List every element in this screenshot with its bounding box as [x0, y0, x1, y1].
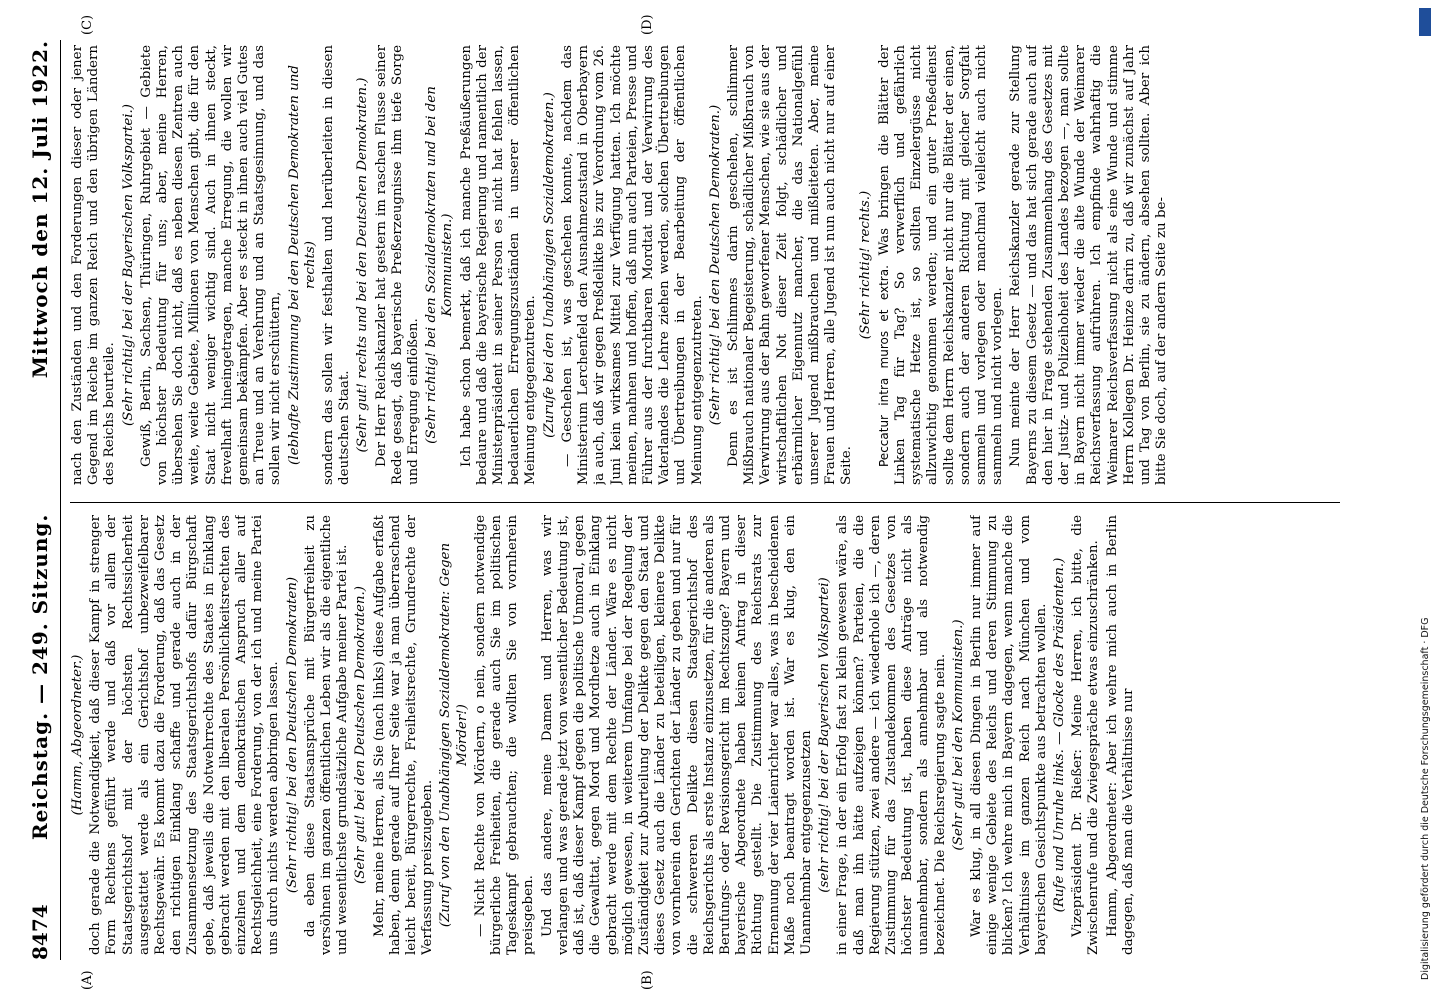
paragraph-text: Und das andere, meine Damen und Herren, was wir verlangen und was gerade jetzt von wesentlicher Bedeutung ist, daß ist, daß dieser Kampf gegen die politische Unmoral, gegen die Gewalttat, gegen Mord und Mordhetze auch in Einklang gebracht werde mit dem Rechte der Länder. Wäre es nicht möglich gewesen, in weiterem Umfange bei der Regelung der Zuständigkeit zur Aburteilung der Delikte gegen den Staat und dieses Gesetz auch die Länder zu beteiligen, kleinere Delikte von vornherein den Gerichten der Länder zu geben und nur für die schwereren Delikte diesen Staatsgerichtshof des Reichsgerichts als erste Instanz einzusetzen, für die anderen als Berufungs- oder Revisionsgericht im Rechtszuge? Bayern und bayerische Abgeordnete haben keinen Antrag in dieser Richtung gestellt. Die Zustimmung des Reichsrats zur Ernennung der vier Laienrichter war alles, was in bescheidenen Maße noch beantragt worden ist. War es klug, den ein Unannehmbar entgegenzusetzen — [539, 515, 814, 955]
paragraph-text: — Geschehen ist, was geschehen konnte, nachdem das Ministerium Lerchenfeld den Ausnahmezustand in Oberbayern ja auch, daß wir gegen Preßdelikte bis zur Verordnung vom 26. Juni kein wirksames Mittel zur Verfügung hatten. Ich möchte meinen, mahnen und hoffen, daß nun auch Parteien, Presse und Führer aus der furchtbaren Mordtat und der Verwirrung des Vaterlandes die Lehre ziehen werden, solchen Übertreibungen und Übertreibungen in der Bearbeitung der öffentlichen Meinung entgegenzutreten. — [559, 45, 705, 485]
paragraph-text: Der Herr Reichskanzler hat gestern im raschen Flusse seiner Rede gesagt, daß bayerische Preßerzeugnisse ihm tiefe Sorge und Erregung einflößen. — [373, 45, 422, 485]
interjection-note — [951, 515, 967, 955]
paragraph-text: (Zurufe bei den Unabhängigen Sozialdemokraten.) — [541, 92, 557, 438]
credit-text: Digitalisierung gefördert durch die Deutsche Forschungsgemeinschaft · DFG — [1420, 617, 1431, 980]
latin-quote: Peccatur intra muros et extra. — [876, 265, 891, 467]
paragraph-text: Hamm, Abgeordneter: Aber ich wehre mich auch in Berlin dagegen, daß man die Verhältnisse nur — [1104, 515, 1136, 955]
paragraph-text: — Nicht Rechte von Mördern, o nein, sondern notwendige bürgerliche Freiheiten, die gerade auch Sie im politischen Tageskampf gebrauchten; die wollten Sie von vornherein preisgeben. — [472, 515, 537, 955]
speech-paragraph — [726, 45, 856, 485]
paragraph-text: Denn es ist Schlimmes darin geschehen, schlimmer Mißbrauch nationaler Begeisterung, schädlicher Mißbrauch von Verwirrung aus der Bahn geworfener Menschen, wie sie aus der wirtschaftlichen Not dieser Zeit folgt, schädlicher und erbärmlicher Eigennutz mancher, die das Nationalgefühl unserer Jugend mißbrauchen und mißleiteten. Aber, meine Frauen und Herren, alle Jugend ist nun auch nicht nur auf einer Seite. — [725, 45, 855, 485]
paragraph-text: Ich habe schon bemerkt, daß ich manche Preßäußerungen bedaure und daß die bayerische Regierung und namentlich der Ministerpräsident in seiner Person es nicht hat fehlen lassen, bedauerlichen Erregungszuständen in unserer öffentlichen Meinung entgegenzutreten. — [458, 45, 539, 485]
paragraph-text: Mehr, meine Herren, als Sie (nach links) diese Aufgabe erfaßt haben, denn gerade auf Ihrer Seite war ja man überraschend leicht bereit, Bürgerrechte, Freiheitsrechte, Grundrechte der Verfassung preiszugeben. — [371, 515, 436, 955]
speech-paragraph — [1008, 45, 1170, 485]
speech-paragraph — [540, 515, 815, 955]
margin-marker-d: (D) — [640, 14, 655, 35]
speech-paragraph — [1105, 515, 1137, 955]
page-header — [28, 40, 58, 960]
paragraph-text: (Sehr gut! bei den Deutschen Demokraten.) — [353, 585, 369, 885]
right-text-column — [70, 45, 1350, 485]
interjection-note — [424, 45, 456, 485]
column-divider — [70, 502, 1340, 503]
interjection-note — [355, 45, 371, 485]
speech-paragraph — [835, 515, 948, 955]
speech-paragraph — [969, 515, 1050, 955]
paragraph-text: (Sehr gut! bei den Kommunisten.) — [950, 619, 966, 851]
paragraph-text: (Sehr richtig! bei den Deutschen Demokraten.) — [707, 104, 723, 426]
page-number: 8474 — [28, 904, 52, 960]
speech-paragraph — [70, 45, 119, 485]
speech-paragraph — [88, 515, 282, 955]
paragraph-text: (Sehr richtig! bei der Bayerischen Volkspartei.) — [120, 103, 136, 427]
speech-paragraph — [139, 45, 285, 485]
paragraph-text: (Sehr gut! rechts und bei den Deutschen Demokraten.) — [355, 77, 371, 453]
interjection-note — [817, 515, 833, 955]
interjection-note — [858, 45, 874, 485]
paragraph-text: Vizepräsident Dr. Rießer: Meine Herren, ich bitte, die Zwischenrufe und die Zwiegespräche etwas einzuschränken. — [1070, 515, 1102, 955]
margin-marker-a: (A) — [80, 970, 95, 990]
header-title-date: Mittwoch den 12. Juli 1922. — [28, 40, 52, 379]
paragraph-text: War es klug, in all diesen Dingen in Berlin nur immer auf einige wenige Gebiete des Reichs und deren Stimmung zu blicken? Ich wehre mich in Bayern dagegen, wenn manche die Verhältnisse im ganzen Reich nach München und vom bayerischen Gesichtspunkte aus betrachten wollen. — [968, 515, 1049, 955]
interjection-note — [1052, 515, 1068, 955]
interjection-note — [438, 515, 470, 955]
speech-paragraph — [560, 45, 706, 485]
speech-paragraph — [374, 45, 423, 485]
paragraph-text: sondern das sollen wir festhalten und herüberleiten in diesen deutschen Staat. — [321, 45, 353, 485]
speech-paragraph — [303, 515, 352, 955]
left-text-column — [70, 515, 1350, 955]
header-title-session: Reichstag. — 249. Sitzung. — [28, 513, 52, 840]
paragraph-text: Was bringen die Blätter der Linken Tag für Tag? So verwerflich und gefährlich systematische Hetze ist, so sollten Einzelergüsse nicht allzuwichtig genommen werden; und ein guter Preßedienst sollte dem Herrn Reichskanzler nicht nur die Blätter der einen, sondern auch der anderen Richtung mit gleicher Sorgfalt sammeln und vorlegen oder manchmal vielleicht auch nicht sammeln und nicht vorlegen. — [876, 45, 1006, 485]
margin-marker-b: (B) — [640, 970, 655, 990]
interjection-note — [353, 515, 369, 955]
header-rule — [60, 40, 61, 960]
paragraph-text: da eben diese Staatsansprüche mit Bürgerfreiheit zu versöhnen im ganzen öffentlichen Leben wir als die eigentliche und wesentlichste grundsätzliche Aufgabe meiner Partei ist. — [302, 515, 351, 955]
paragraph-text: (Zuruf von den Unabhängigen Sozialdemokraten: Gegen Mörder!) — [438, 542, 470, 928]
paragraph-text: in einer Frage, in der ein Erfolg fast zu klein gewesen wäre, als daß man ihn hätte aufzeigen können? Parteien, die die Regierung stützen, zwei andere — ich wiederhole ich —, deren Zustimmung für das Zustandekommen des Gesetzes von höchster Bedeutung ist, haben diese Anträge nicht als unannehmbar, sondern als annehmbar und als notwendig bezeichnet. Die Reichsregierung sagte nein. — [835, 515, 948, 955]
paragraph-text: (Hamm, Abgeordneter.) — [70, 654, 85, 816]
speech-paragraph — [321, 45, 353, 485]
paragraph-text: (Sehr richtig! rechts.) — [857, 190, 873, 340]
paragraph-text: (Sehr richtig! bei den Sozialdemokraten und bei den Kommunisten.) — [424, 86, 456, 444]
paragraph-text: (sehr richtig! bei der Bayerischen Volkspartei) — [817, 577, 833, 893]
paragraph-text: doch gerade die Notwendigkeit, daß dieser Kampf in strenger Form Rechtens geführt werde und daß vor allem der Staatsgerichtshof mit der höchsten Rechtssicherheit ausgestattet werde als ein Gerichtshof unbezweifelbarer Rechtsgewähr. Es kommt dazu die Forderung, daß das Gesetz den richtigen Einklang schaffe und gerade auch in der Zusammensetzung des Staatsgerichtshofs dafür Bürgschaft gebe, daß jeweils die Notwehrrechte des Staates in Einklang gebracht werden mit den liberalen Persönlichkeitsrechten des einzelnen und dem demokratischen Anspruch aller auf Rechtsgleichheit, eine Forderung, von der ich und meine Partei uns durch nichts werden abbringen lassen. — [88, 515, 282, 955]
paragraph-text: (lebhafte Zustimmung bei den Deutschen Demokraten und rechts) — [286, 65, 318, 465]
interjection-note — [287, 45, 319, 485]
speech-paragraph — [1070, 515, 1102, 955]
interjection-note — [285, 515, 301, 955]
digitization-credit — [1418, 10, 1434, 990]
margin-marker-c: (C) — [80, 14, 95, 35]
speech-paragraph — [372, 515, 437, 955]
paragraph-text: (Sehr richtig! bei den Deutschen Demokraten) — [284, 576, 300, 894]
speech-paragraph — [459, 45, 540, 485]
paragraph-text: Nun meinte der Herr Reichskanzler gerade zur Stellung Bayerns zu diesem Gesetz — und das hat sich gerade auch auf den hier in Frage stehenden Zusammenhang des Gesetzes mit der Justiz- und Polizeihoheit des Landes bezogen —, man sollte in Bayern nicht immer wieder die alte Wunde der Weimarer Reichsverfassung aufrühren. Ich empfinde wahrhaftig die Weimarer Reichsverfassung nicht als eine Wunde und stimme Herrn Kollegen Dr. Heinze darin zu, daß wir zunächst auf Jahr und Tag von Berlin, sie zu ändern, absehen sollten. Aber ich bitte Sie doch, auf der andern Seite zu be- — [1008, 45, 1170, 485]
interjection-note — [542, 45, 558, 485]
interjection-note — [708, 45, 724, 485]
speech-paragraph — [876, 45, 1007, 485]
interjection-note — [70, 515, 86, 955]
interjection-note — [121, 45, 137, 485]
paragraph-text: Gewiß, Berlin, Sachsen, Thüringen, Ruhrgebiet — Gebiete von höchster Bedeutung für uns; aber, meine Herren, übersehen Sie doch nicht, daß es neben diesen Zentren auch weite, weite Gebiete, Millionen von Menschen gibt, die für den Staat nicht weniger wichtig sind. Auch in ihnen steckt, frevelhaft hineingetragen, manche Erregung, die wollen wir gemeinsam bekämpfen. Aber es steckt in ihnen auch viel Gutes an Treue und an Verehrung und an Staatsgesinnung, und das sollen wir nicht erschüttern, — [138, 45, 284, 485]
speech-paragraph — [473, 515, 538, 955]
paragraph-text: nach den Zuständen und den Forderungen dieser oder jener Gegend im Reiche im ganzen Reich und den übrigen Ländern des Reichs beurteile. — [70, 45, 118, 485]
paragraph-text: (Rufe und Unruhe links. — Glocke des Präsidenten.) — [1051, 557, 1067, 913]
